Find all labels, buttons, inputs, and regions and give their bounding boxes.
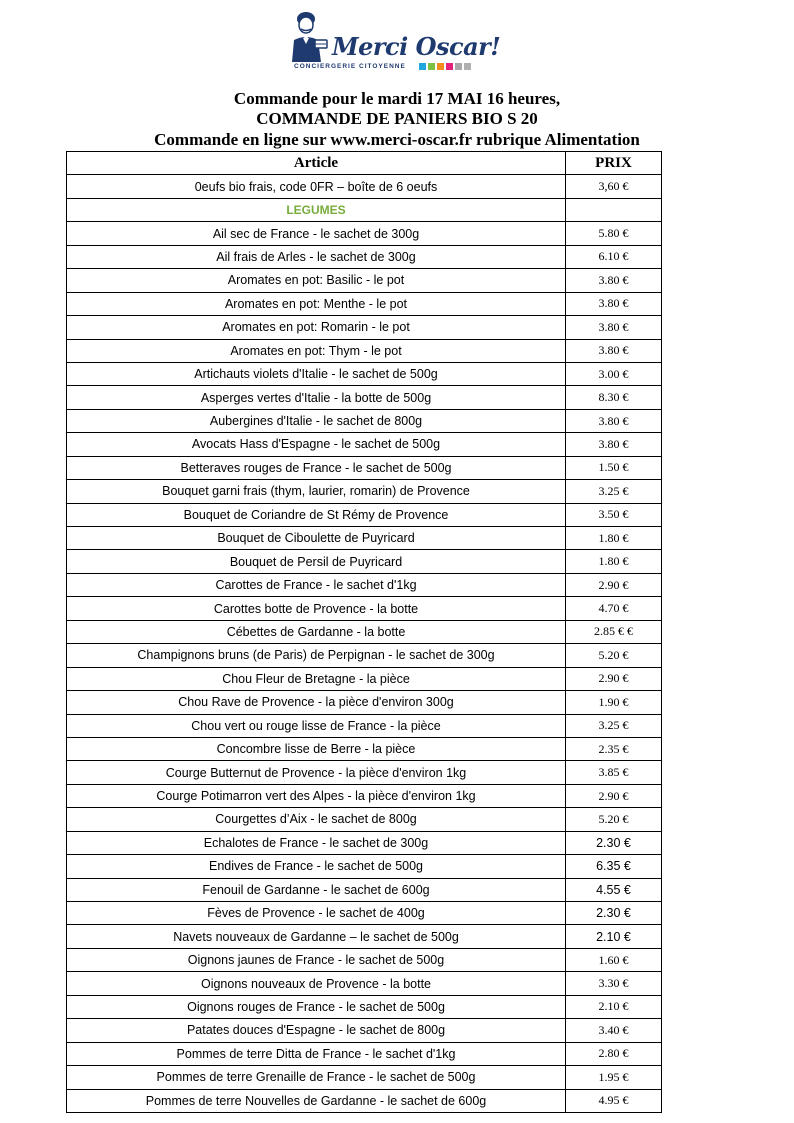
table-row [67,527,662,550]
logo-square [428,63,435,70]
article-cell: Pommes de terre Grenaille de France - le sachet de 500g [67,1066,566,1089]
article-cell: Ail frais de Arles - le sachet de 300g [67,245,566,268]
oscar-figure-icon [288,10,334,66]
price-cell: 1.80 € [566,550,662,573]
table-row [67,269,662,292]
table-row [67,948,662,971]
table-row [67,761,662,784]
price-cell: 3.30 € [566,972,662,995]
price-cell: 1.90 € [566,691,662,714]
table-row [67,362,662,385]
price-cell: 3.80 € [566,433,662,456]
table-row [67,878,662,901]
article-cell: Bouquet de Coriandre de St Rémy de Provence [67,503,566,526]
article-cell: Bouquet de Ciboulette de Puyricard [67,527,566,550]
table-row [67,1019,662,1042]
price-cell: 3.80 € [566,409,662,432]
price-cell: 5.80 € [566,222,662,245]
table-row [67,175,662,198]
logo-square [446,63,453,70]
table-row [67,902,662,925]
article-cell: Oignons rouges de France - le sachet de 500g [67,995,566,1018]
price-cell: 2.90 € [566,784,662,807]
table-row [67,972,662,995]
table-row [67,409,662,432]
article-cell: Aromates en pot: Menthe - le pot [67,292,566,315]
table-row [67,339,662,362]
table-row [67,597,662,620]
table-row [67,620,662,643]
header-article: Article [67,152,566,175]
price-cell: 5.20 € [566,808,662,831]
table-row [67,573,662,596]
price-cell: 2.10 € [566,925,662,948]
article-cell: Avocats Hass d'Espagne - le sachet de 500g [67,433,566,456]
logo-brand: Merci Oscar! [332,32,501,61]
table-row [67,855,662,878]
price-cell: 1.50 € [566,456,662,479]
price-cell: 3.25 € [566,480,662,503]
table-row [67,456,662,479]
table-row [67,784,662,807]
price-cell: 4.95 € [566,1089,662,1112]
price-cell: 4.55 € [566,878,662,901]
logo-color-squares [419,63,471,70]
table-row [67,480,662,503]
article-cell: Courge Potimarron vert des Alpes - la pièce d'environ 1kg [67,784,566,807]
article-cell: Concombre lisse de Berre - la pièce [67,737,566,760]
table-row [67,808,662,831]
article-cell: Patates douces d'Espagne - le sachet de 800g [67,1019,566,1042]
table-row [67,831,662,854]
article-cell: Courgettes d’Aix - le sachet de 800g [67,808,566,831]
logo-square [455,63,462,70]
article-cell: Artichauts violets d'Italie - le sachet de 500g [67,362,566,385]
price-cell [566,198,662,221]
article-cell: Aromates en pot: Romarin - le pot [67,316,566,339]
article-cell: Endives de France - le sachet de 500g [67,855,566,878]
table-row [67,503,662,526]
price-cell: 2.30 € [566,831,662,854]
price-cell: 3.85 € [566,761,662,784]
table-row [67,316,662,339]
price-cell: 4.70 € [566,597,662,620]
article-cell: 0eufs bio frais, code 0FR – boîte de 6 oeufs [67,175,566,198]
article-cell: Bouquet garni frais (thym, laurier, romarin) de Provence [67,480,566,503]
article-cell: Chou Fleur de Bretagne - la pièce [67,667,566,690]
price-cell: 5.20 € [566,644,662,667]
table-row [67,222,662,245]
price-cell: 3.80 € [566,292,662,315]
table-row [67,245,662,268]
article-cell: Champignons bruns (de Paris) de Perpignan - le sachet de 300g [67,644,566,667]
price-cell: 8.30 € [566,386,662,409]
article-cell: Carottes de France - le sachet d'1kg [67,573,566,596]
price-cell: 2.90 € [566,573,662,596]
article-cell: Cébettes de Gardanne - la botte [67,620,566,643]
price-cell: 3.80 € [566,316,662,339]
merci-oscar-logo [288,10,501,72]
category-label: LEGUMES [67,198,566,221]
table-row [67,737,662,760]
table-row [67,292,662,315]
article-cell: Aromates en pot: Thym - le pot [67,339,566,362]
price-cell: 1.60 € [566,948,662,971]
logo-square [464,63,471,70]
order-table [66,151,662,1113]
logo-tagline: CONCIERGERIE CITOYENNE [294,63,406,70]
price-cell: 2.35 € [566,737,662,760]
article-cell: Fèves de Provence - le sachet de 400g [67,902,566,925]
price-cell: 2.85 € € [566,620,662,643]
price-cell: 1.95 € [566,1066,662,1089]
price-cell: 3.25 € [566,714,662,737]
article-cell: Echalotes de France - le sachet de 300g [67,831,566,854]
heading-line-2: COMMANDE DE PANIERS BIO S 20 [256,109,538,128]
article-cell: Ail sec de France - le sachet de 300g [67,222,566,245]
table-row [67,667,662,690]
heading-line-3: Commande en ligne sur www.merci-oscar.fr rubrique Alimentation [154,130,640,149]
article-cell: Asperges vertes d'Italie - la botte de 500g [67,386,566,409]
article-cell: Oignons jaunes de France - le sachet de 500g [67,948,566,971]
article-cell: Fenouil de Gardanne - le sachet de 600g [67,878,566,901]
article-cell: Betteraves rouges de France - le sachet de 500g [67,456,566,479]
article-cell: Chou Rave de Provence - la pièce d'environ 300g [67,691,566,714]
article-cell: Aubergines d'Italie - le sachet de 800g [67,409,566,432]
article-cell: Pommes de terre Ditta de France - le sachet d'1kg [67,1042,566,1065]
table-header-row [67,152,662,175]
article-cell: Oignons nouveaux de Provence - la botte [67,972,566,995]
logo-square [419,63,426,70]
table-row [67,925,662,948]
table-row [67,386,662,409]
article-cell: Carottes botte de Provence - la botte [67,597,566,620]
article-cell: Courge Butternut de Provence - la pièce d'environ 1kg [67,761,566,784]
article-cell: Bouquet de Persil de Puyricard [67,550,566,573]
table-row [67,1089,662,1112]
table-row [67,433,662,456]
category-row [67,198,662,221]
price-cell: 3.40 € [566,1019,662,1042]
price-cell: 3.80 € [566,339,662,362]
price-cell: 6.35 € [566,855,662,878]
price-cell: 3.80 € [566,269,662,292]
article-cell: Chou vert ou rouge lisse de France - la pièce [67,714,566,737]
article-cell: Navets nouveaux de Gardanne – le sachet de 500g [67,925,566,948]
heading-line-1: Commande pour le mardi 17 MAI 16 heures, [233,89,561,108]
price-cell: 2.30 € [566,902,662,925]
price-cell: 3.50 € [566,503,662,526]
price-cell: 2.80 € [566,1042,662,1065]
price-cell: 3.00 € [566,362,662,385]
price-cell: 3,60 € [566,175,662,198]
table-row [67,1042,662,1065]
table-row [67,714,662,737]
article-cell: Aromates en pot: Basilic - le pot [67,269,566,292]
table-row [67,691,662,714]
logo-square [437,63,444,70]
table-row [67,1066,662,1089]
price-cell: 2.90 € [566,667,662,690]
price-cell: 1.80 € [566,527,662,550]
table-row [67,644,662,667]
price-cell: 6.10 € [566,245,662,268]
article-cell: Pommes de terre Nouvelles de Gardanne - le sachet de 600g [67,1089,566,1112]
header-price: PRIX [566,152,662,175]
table-row [67,550,662,573]
price-cell: 2.10 € [566,995,662,1018]
table-row [67,995,662,1018]
